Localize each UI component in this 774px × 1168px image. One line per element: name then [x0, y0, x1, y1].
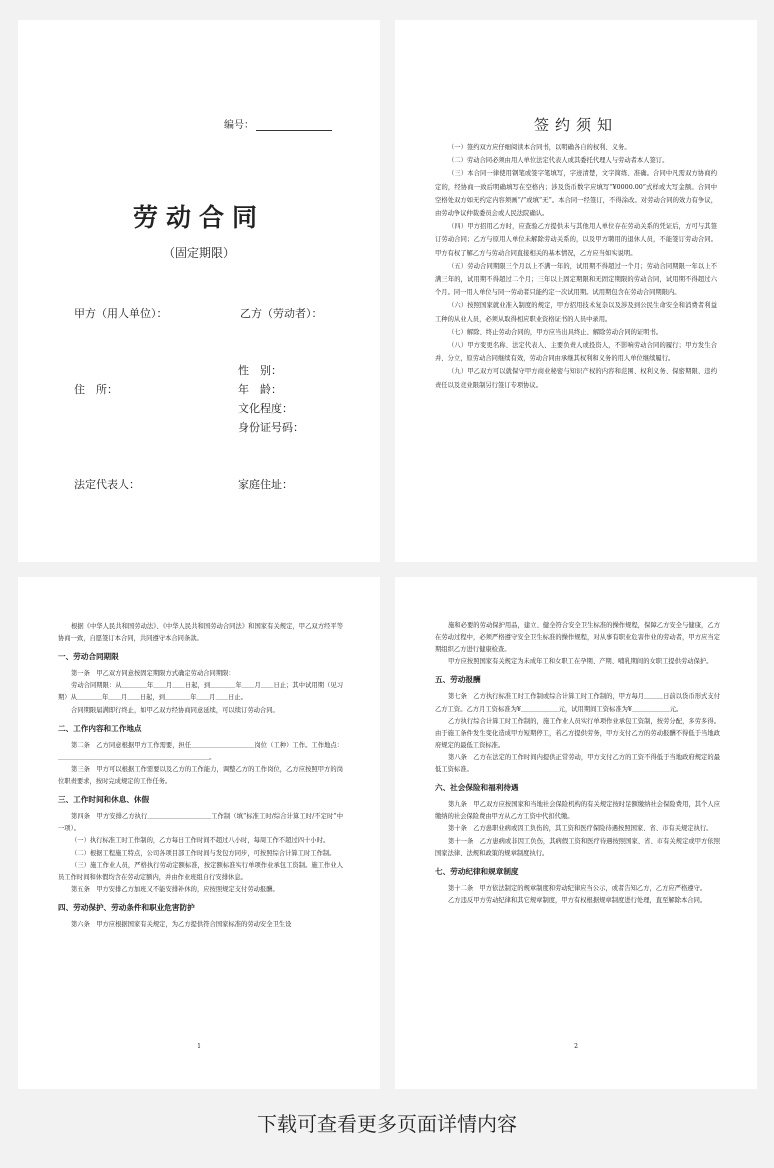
clause-paragraph: 第三条 甲方可以根据工作需要以及乙方的工作能力，调整乙方的工作岗位，乙方应按照甲方的岗位职责要求，按时完成规定的工作任务。: [58, 765, 343, 786]
clause-paragraph: 第四条 甲方安排乙方执行＿＿＿＿＿＿＿＿＿＿工作制（填“标准工时/综合计算工时/不定时”中一项）。: [58, 813, 343, 833]
contract-number-blank: [256, 119, 332, 131]
notice-paragraph: （五）劳动合同期限三个月以上不满一年的，试用期不得超过一个月；劳动合同期限一年以上不满三年的，试用期不得超过二个月；三年以上固定期限和无固定期限的劳动合同，试用期不得超过六个月。同一用人单位与同一劳动者只能约定一次试用期。试用期包含在劳动合同期限内。: [435, 262, 717, 297]
section-heading: 四、劳动保护、劳动条件和职业危害防护: [58, 902, 195, 912]
clause-paragraph: 乙方执行综合计算工时工作制的，施工作业人员实行单项作业承包工资制，按劳分配，多劳多得。由于施工条件发生变化造成甲方短期停工，若乙方提供劳务，甲方支付乙方的劳动报酬不得低于当地政府规定的最低工资标准。: [435, 717, 720, 749]
clause-paragraph: （一）执行标准工时工作制的，乙方每日工作时间不超过八小时，每周工作不超过四十小时。: [71, 837, 330, 845]
notice-title: 签约须知: [533, 116, 618, 134]
clause-paragraph: 甲方应按照国家有关规定为未成年工和女职工在孕期、产期、哺乳期间的女职工提供劳动保护。: [448, 658, 713, 666]
notice-paragraph: （八）甲方变更名称、法定代表人、主要负责人或投资人，不影响劳动合同的履行；甲方发生合并、分立，原劳动合同继续有效，劳动合同由承继其权利和义务的用人单位继续履行。: [435, 342, 717, 363]
signing-notice-page: [395, 20, 757, 562]
clause-paragraph: 劳动合同期限：从＿＿＿＿年＿＿月＿＿日起，到＿＿＿＿年＿＿月＿＿日止；其中试用期（见习期）从＿＿＿＿年＿＿月＿＿日起，到＿＿＿＿年＿＿月＿＿日止。: [58, 682, 343, 702]
contract-cover-page: [18, 20, 380, 562]
address-label: 住 所：: [74, 383, 118, 396]
section-heading: 三、工作时间和休息、休假: [58, 795, 150, 805]
contract-body-page-2: [395, 577, 757, 1089]
clause-paragraph: 第一条 甲乙双方同意按固定期限方式确定劳动合同期限：: [71, 670, 235, 678]
age-label: 年 龄：: [238, 383, 282, 396]
contract-body-text: [58, 621, 343, 931]
section-heading: 六、社会保险和福利待遇: [435, 783, 519, 793]
party-b-label: 乙方（劳动者）：: [240, 307, 323, 320]
clause-paragraph: （二）根据工程施工特点，公司各项目部工作时间与发包方同步，可按照综合计算工时工作制。: [71, 849, 336, 857]
intro-paragraph: 根据《中华人民共和国劳动法》、《中华人民共和国劳动合同法》和国家有关规定，甲乙双方经平等协商一致，自愿签订本合同，共同遵守本合同条款。: [58, 623, 343, 643]
section-heading: 五、劳动报酬: [435, 675, 481, 685]
notice-paragraph: （九）甲乙双方可以就保守甲方商业秘密与知识产权的内容和范围、权利义务、保密期限、违约责任以及竞业限制另行签订专项协议。: [435, 368, 717, 389]
party-a-label: 甲方（用人单位）：: [74, 307, 168, 320]
clause-paragraph: 第八条 乙方在法定的工作时间内提供正常劳动，甲方支付乙方的工资不得低于当地政府规定的最低工资标准。: [435, 753, 720, 774]
notice-paragraph: （二）劳动合同必须由用人单位法定代表人或其委托代理人与劳动者本人签订。: [448, 157, 669, 165]
contract-number-label: 编号：: [224, 120, 254, 131]
notice-paragraph: （一）签约双方应仔细阅读本合同书，以明确各自的权利、义务。: [448, 144, 631, 151]
page-number: 1: [197, 1043, 201, 1050]
notice-paragraph: （三）本合同一律使用钢笔或签字笔填写，字迹清楚，文字简练、准确。合同中凡需双方协商约定的，经协商一致后明确填写在空格内；涉及货币数字应填写“¥0000.00”式样或大写金额。合同中空格处双方如无约定内容须画“/”或填“无”。本合同一经签订，不得涂改。对劳动合同的效力有争议，由劳动争议仲裁委员会或人民法院确认。: [435, 170, 717, 218]
clause-paragraph: 第十一条 乙方患病或非因工负伤，其病假工资和医疗待遇按照国家、省、市有关规定或甲方依照国家法律、法规和政策的规章制度执行。: [435, 837, 720, 857]
notice-paragraph: （七）解除、终止劳动合同的，甲方应当出具终止、解除劳动合同的证明书。: [448, 328, 663, 336]
notice-paragraph: （六）按照国家就业准入制度的规定，甲方招用技术复杂以及涉及到公民生命安全和消费者利益工种的从业人员，必须从取得相应职业资格证书的人员中录用。: [435, 302, 717, 323]
contract-body-text: [435, 620, 720, 907]
clause-paragraph: 第六条 甲方应根据国家有关规定，为乙方提供符合国家标准的劳动安全卫生设: [71, 920, 292, 928]
clause-paragraph: 乙方违反甲方劳动纪律和其它规章制度，甲方有权根据规章制度进行处理，直至解除本合同。: [448, 896, 707, 904]
contract-body-page-1: [18, 577, 380, 1089]
contract-title: 劳动合同: [132, 203, 265, 232]
section-heading: 七、劳动纪律和规章制度: [435, 866, 519, 876]
clause-paragraph: 第七条 乙方执行标准工时工作制或综合计算工时工作制的，甲方每月＿＿＿日前以货币形式支付乙方工资。乙方月工资标准为¥＿＿＿＿＿＿元，试用期间工资标准为¥＿＿＿＿＿＿元。: [435, 693, 720, 713]
download-more-caption: 下载可查看更多页面详情内容: [257, 1112, 517, 1136]
clause-paragraph: 第五条 甲方安排乙方加班又不能安排补休的，应按照规定支付劳动报酬。: [71, 885, 279, 893]
clause-paragraph: 第二条 乙方同意根据甲方工作需要，担任＿＿＿＿＿＿＿＿＿＿岗位（工种）工作。工作地点：＿＿＿＿＿＿＿＿＿＿＿＿＿＿＿＿＿＿＿＿＿＿＿＿。: [58, 741, 343, 761]
notice-body: [435, 141, 717, 392]
section-heading: 一、劳动合同期限: [58, 652, 119, 662]
page-number: 2: [574, 1043, 578, 1050]
section-heading: 二、工作内容和工作地点: [58, 723, 142, 733]
clause-paragraph: 合同期限届满即行终止，如甲乙双方经协商同意延续，可以续订劳动合同。: [71, 706, 279, 714]
legal-rep-label: 法定代表人：: [74, 478, 140, 491]
id-number-label: 身份证号码：: [238, 421, 304, 434]
notice-paragraph: （四）甲方招用乙方时，应查验乙方提供未与其他用人单位存在劳动关系的凭证后，方可与其签订劳动合同；乙方与原用人单位未解除劳动关系的，以及甲方聘用的退休人员，不能签订劳动合同。甲方有权了解乙方与劳动合同直接相关的基本情况，乙方应当如实说明。: [435, 223, 717, 257]
contract-number-field: [224, 116, 332, 131]
education-label: 文化程度：: [238, 402, 293, 415]
clause-paragraph: 第十二条 甲方依法制定的规章制度和劳动纪律应当公示，或者告知乙方，乙方应严格遵守。: [448, 884, 707, 892]
clause-paragraph: 第九条 甲乙双方应按国家和当地社会保险机构的有关规定按时足额缴纳社会保险费用，其个人应缴纳的社会保险费由甲方从乙方工资中代扣代缴。: [435, 801, 720, 821]
clause-paragraph: （三）施工作业人员，严格执行劳动定额标准，按定额标准实行单项作业承包工资制。施工作业人员工作时间和休假均含在劳动定额内，并由作业班组自行安排休息。: [58, 861, 343, 881]
gender-label: 性 别：: [238, 364, 282, 377]
contract-subtitle: （固定期限）: [162, 246, 235, 260]
home-address-label: 家庭住址：: [238, 478, 293, 491]
clause-paragraph: 施和必要的劳动保护用品，建立、健全符合安全卫生标准的操作规程，保障乙方安全与健康，乙方在劳动过程中，必须严格遵守安全卫生标准的操作规程，对从事有职业危害作业的劳动者，甲方应当定期组织乙方进行健康检查。: [435, 622, 720, 654]
clause-paragraph: 第十条 乙方患职业病或因工负伤的，其工资和医疗保险待遇按照国家、省、市有关规定执行。: [448, 825, 713, 833]
